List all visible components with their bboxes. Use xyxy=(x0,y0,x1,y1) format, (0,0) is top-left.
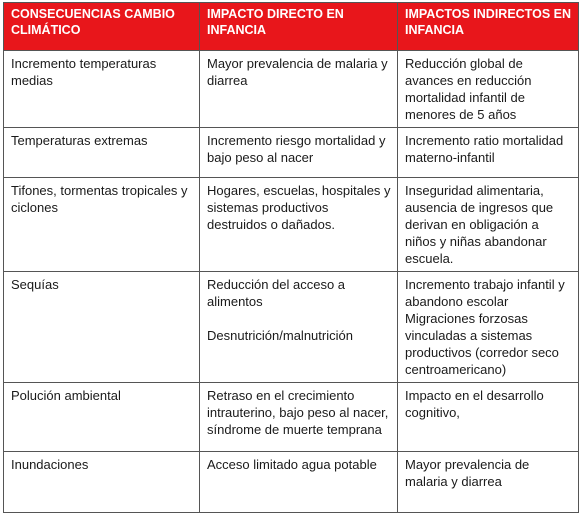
cell-consecuencia xyxy=(4,51,200,128)
cell-indirecto xyxy=(398,51,579,128)
cell-directo xyxy=(200,272,398,383)
cell-directo xyxy=(200,383,398,452)
header-impactos-indirectos: IMPACTOS INDIRECTOS EN INFANCIA xyxy=(398,3,579,51)
cell-directo xyxy=(200,178,398,272)
table-row xyxy=(4,178,579,272)
cell-directo-text: Mayor prevalencia de malaria y diarrea xyxy=(207,56,388,88)
header-impacto-directo: IMPACTO DIRECTO EN INFANCIA xyxy=(200,3,398,51)
cell-indirecto-text: Impacto en el desarrollo cognitivo, xyxy=(405,388,544,420)
cell-directo-text: Hogares, escuelas, hospitales y sistemas productivos destruidos o dañados. xyxy=(207,183,391,232)
cell-consecuencia-text: Tifones, tormentas tropicales y ciclones xyxy=(11,183,188,215)
cell-consecuencia-text: Incremento temperaturas medias xyxy=(11,56,157,88)
cell-indirecto-text: Incremento trabajo infantil y abandono escolar Migraciones forzosas vinculadas a sistemas productivos (corredor seco centroamericano) xyxy=(405,277,565,377)
cell-consecuencia xyxy=(4,128,200,178)
cell-indirecto xyxy=(398,272,579,383)
cell-indirecto xyxy=(398,452,579,513)
table-row xyxy=(4,452,579,513)
cell-consecuencia xyxy=(4,178,200,272)
table-row xyxy=(4,51,579,128)
cell-consecuencia-text: Inundaciones xyxy=(11,457,89,472)
cell-directo xyxy=(200,452,398,513)
cell-indirecto-text: Reducción global de avances en reducción mortalidad infantil de menores de 5 años xyxy=(405,56,532,122)
cell-consecuencia-text: Polución ambiental xyxy=(11,388,121,403)
cell-indirecto-text: Incremento ratio mortalidad materno-infantil xyxy=(405,133,564,165)
cell-indirecto-text: Inseguridad alimentaria, ausencia de ingresos que derivan en obligación a niños y niñas abandonar escuela. xyxy=(405,183,554,266)
cell-directo-text: Retraso en el crecimiento intrauterino, bajo peso al nacer, síndrome de muerte temprana xyxy=(207,388,389,437)
table-row xyxy=(4,128,579,178)
cell-consecuencia xyxy=(4,272,200,383)
cell-consecuencia-text: Sequías xyxy=(11,277,59,292)
cell-indirecto xyxy=(398,383,579,452)
cell-directo xyxy=(200,51,398,128)
header-consecuencias: CONSECUENCIAS CAMBIO CLIMÁTICO xyxy=(4,3,200,51)
cell-directo-text: Incremento riesgo mortalidad y bajo peso al nacer xyxy=(207,133,386,165)
cell-directo-text: Acceso limitado agua potable xyxy=(207,457,377,472)
cell-consecuencia xyxy=(4,452,200,513)
cell-directo-text: Reducción del acceso a alimentos Desnutrición/malnutrición xyxy=(207,277,353,343)
cell-indirecto xyxy=(398,178,579,272)
table-row xyxy=(4,383,579,452)
table-header-row xyxy=(4,3,579,51)
cell-indirecto-text: Mayor prevalencia de malaria y diarrea xyxy=(405,457,530,489)
cell-consecuencia xyxy=(4,383,200,452)
cell-consecuencia-text: Temperaturas extremas xyxy=(11,133,148,148)
cell-directo xyxy=(200,128,398,178)
table-row xyxy=(4,272,579,383)
cell-indirecto xyxy=(398,128,579,178)
climate-impact-table xyxy=(3,2,579,513)
